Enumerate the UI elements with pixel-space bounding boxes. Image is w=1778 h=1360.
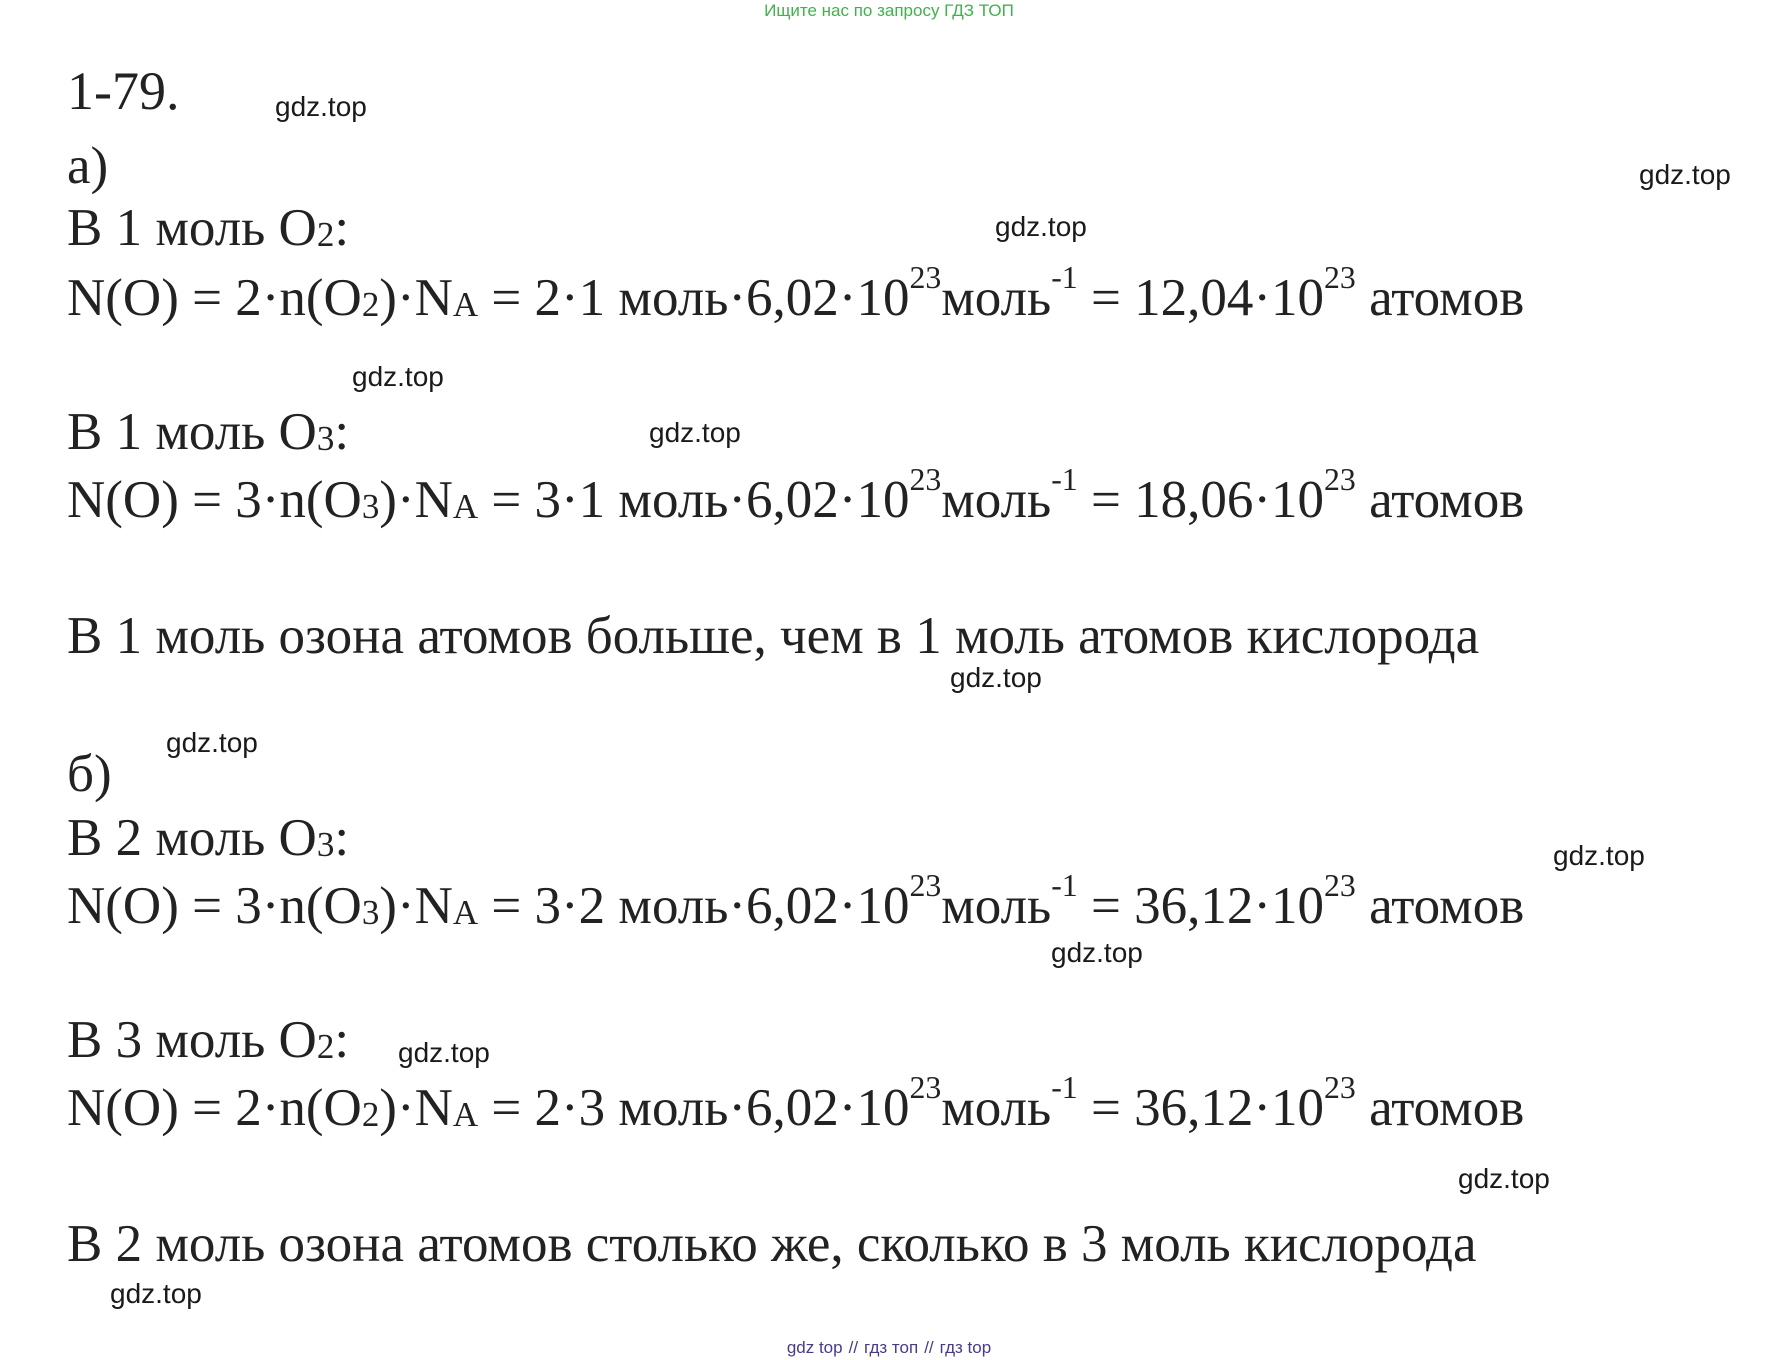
heading-text: В 3 моль O	[67, 1011, 317, 1069]
formula-unit-exponent: -1	[1051, 461, 1078, 497]
formula-na-subscript: A	[452, 1095, 479, 1135]
formula-mid1: )·N	[379, 877, 453, 935]
bottom-link-3[interactable]: гдз top	[939, 1338, 992, 1357]
bottom-banner	[0, 1338, 1778, 1358]
part-a-label: а)	[67, 137, 109, 195]
part-b-formula-2	[67, 1069, 1525, 1137]
formula-unit-exponent: -1	[1051, 1069, 1078, 1105]
formula-mid1: )·N	[379, 269, 453, 327]
part-a-formula-2	[67, 461, 1525, 529]
part-b-heading-2	[67, 1011, 350, 1069]
formula-exponent-1: 23	[909, 867, 942, 903]
formula-mid3: = 36,12·10	[1077, 877, 1325, 935]
formula-mid3: = 12,04·10	[1077, 269, 1325, 327]
formula-na-subscript: A	[452, 893, 479, 933]
heading-subscript: 3	[316, 825, 335, 865]
watermark: gdz.top	[275, 91, 367, 122]
formula-tail: атомов	[1355, 269, 1525, 327]
watermark: gdz.top	[352, 361, 444, 392]
formula-lhs-subscript: 3	[361, 893, 380, 933]
part-a-heading-2	[67, 403, 350, 461]
watermark: gdz.top	[166, 727, 258, 758]
part-a-conclusion: В 1 моль озона атомов больше, чем в 1 моль атомов кислорода	[67, 607, 1480, 665]
bottom-link-2[interactable]: гдз топ	[864, 1338, 919, 1357]
formula-exponent-1: 23	[909, 461, 942, 497]
watermark: gdz.top	[1051, 937, 1143, 968]
formula-mid3: = 36,12·10	[1077, 1079, 1325, 1137]
heading-text: В 2 моль O	[67, 809, 317, 867]
heading-colon: :	[334, 199, 350, 257]
formula-mid2: = 2·3 моль·6,02·10	[478, 1079, 910, 1137]
formula-mid2: = 3·1 моль·6,02·10	[478, 471, 910, 529]
formula-lhs-subscript: 3	[361, 487, 380, 527]
formula-lhs: N(O) = 3·n(O	[67, 471, 362, 529]
heading-text: В 1 моль O	[67, 403, 317, 461]
heading-subscript: 3	[316, 419, 335, 459]
part-b-heading-1	[67, 809, 350, 867]
formula-lhs-subscript: 2	[361, 1095, 380, 1135]
formula-lhs: N(O) = 2·n(O	[67, 269, 362, 327]
heading-subscript: 2	[316, 215, 335, 255]
formula-unit-exponent: -1	[1051, 259, 1078, 295]
formula-lhs: N(O) = 3·n(O	[67, 877, 362, 935]
formula-unit: моль	[941, 471, 1052, 529]
formula-exponent-2: 23	[1324, 461, 1356, 497]
part-a-heading-1	[67, 199, 350, 257]
heading-colon: :	[334, 403, 350, 461]
bottom-separator: //	[848, 1338, 859, 1357]
formula-tail: атомов	[1355, 877, 1525, 935]
formula-unit: моль	[941, 269, 1052, 327]
formula-unit-exponent: -1	[1051, 867, 1078, 903]
formula-lhs-subscript: 2	[361, 285, 380, 325]
formula-lhs: N(O) = 2·n(O	[67, 1079, 362, 1137]
part-a-formula-1	[67, 259, 1525, 327]
heading-subscript: 2	[316, 1027, 335, 1067]
problem-number-text: 1-79.	[67, 61, 180, 121]
formula-unit: моль	[941, 877, 1052, 935]
top-banner: Ищите нас по запросу ГДЗ ТОП	[764, 1, 1014, 20]
heading-text: В 1 моль O	[67, 199, 317, 257]
formula-mid2: = 3·2 моль·6,02·10	[478, 877, 910, 935]
formula-exponent-2: 23	[1324, 259, 1356, 295]
formula-mid1: )·N	[379, 1079, 453, 1137]
formula-unit: моль	[941, 1079, 1052, 1137]
formula-tail: атомов	[1355, 1079, 1525, 1137]
watermark: gdz.top	[398, 1037, 490, 1068]
bottom-link-1[interactable]: gdz top	[786, 1338, 843, 1357]
watermark: gdz.top	[950, 662, 1042, 693]
formula-exponent-2: 23	[1324, 1069, 1356, 1105]
formula-tail: атомов	[1355, 471, 1525, 529]
watermark: gdz.top	[110, 1278, 202, 1309]
formula-mid2: = 2·1 моль·6,02·10	[478, 269, 910, 327]
heading-colon: :	[334, 809, 350, 867]
watermark: gdz.top	[1553, 840, 1645, 871]
problem-number	[67, 61, 180, 121]
part-b-label: б)	[67, 745, 112, 803]
watermark: gdz.top	[1458, 1163, 1550, 1194]
part-b-conclusion: В 2 моль озона атомов столько же, сколько в 3 моль кислорода	[67, 1215, 1477, 1273]
formula-na-subscript: A	[452, 285, 479, 325]
formula-exponent-1: 23	[909, 1069, 942, 1105]
part-b-formula-1	[67, 867, 1525, 935]
watermark: gdz.top	[995, 211, 1087, 242]
formula-exponent-1: 23	[909, 259, 942, 295]
formula-na-subscript: A	[452, 487, 479, 527]
formula-mid3: = 18,06·10	[1077, 471, 1325, 529]
heading-colon: :	[334, 1011, 350, 1069]
formula-mid1: )·N	[379, 471, 453, 529]
watermark: gdz.top	[649, 417, 741, 448]
watermark: gdz.top	[1639, 159, 1731, 190]
bottom-separator: //	[924, 1338, 934, 1357]
formula-exponent-2: 23	[1324, 867, 1356, 903]
